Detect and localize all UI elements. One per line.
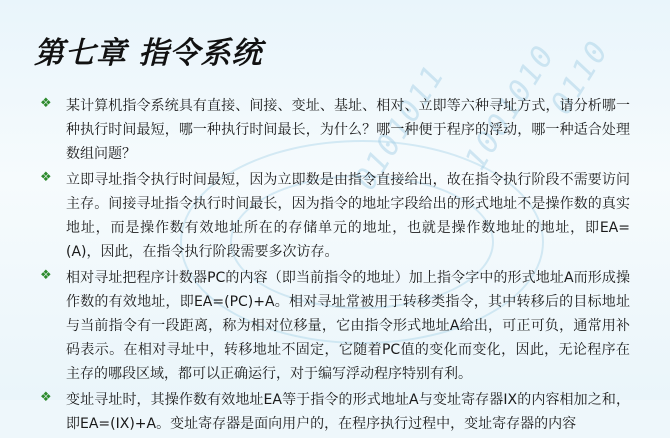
- decorative-binary-watermark: 0110: [544, 34, 617, 121]
- bullet-icon: ❖: [40, 96, 52, 111]
- bullet-icon: ❖: [40, 268, 52, 283]
- bullet-text: 立即寻址指令执行时间最短，因为立即数是由指令直接给出，故在指令执行阶段不需要访问主存。间接寻址指令执行时间最长，因为指令的地址字段给出的形式地址不是操作数的真实地址，而是操作数有效地址所在的存储单元的地址，也就是操作数地址的地址，即EA=(A)，因此，在指令执行阶段需要多次访存。: [66, 172, 630, 260]
- bullet-icon: ❖: [40, 170, 52, 185]
- decorative-binary-watermark: 1001010: [458, 38, 563, 177]
- bullet-item: [40, 168, 630, 264]
- bullet-icon: ❖: [40, 390, 52, 405]
- bullet-item: [40, 388, 630, 436]
- bullet-item: [40, 94, 630, 166]
- bullet-list: [40, 94, 630, 438]
- bullet-text: 相对寻址把程序计数器PC的内容（即当前指令的地址）加上指令字中的形式地址A而形成操作数的有效地址，即EA=(PC)+A。相对寻址常被用于转移类指令，其中转移后的目标地址与当前指令有一段距离，称为相对位移量，它由指令形式地址A给出，可正可负，通常用补码表示。在相对寻址中，转移地址不固定，它随着PC值的变化而变化，因此，无论程序在主存的哪段区域，都可以正确运行，对于编写浮动程序特别有利。: [66, 270, 630, 382]
- bullet-item: [40, 266, 630, 386]
- decorative-binary-watermark: 0101011: [348, 58, 453, 197]
- slide-title: 第七章 指令系统: [34, 36, 263, 71]
- bullet-text: 变址寻址时，其操作数有效地址EA等于指令的形式地址A与变址寄存器IX的内容相加之和，即EA=(IX)+A。变址寄存器是面向用户的，在程序执行过程中，变址寄存器的内容: [66, 392, 630, 432]
- bullet-text: 某计算机指令系统具有直接、间接、变址、基址、相对、立即等六种寻址方式，请分析哪一种执行时间最短，哪一种执行时间最长，为什么？哪一种便于程序的浮动，哪一种适合处理数组问题？: [66, 98, 630, 162]
